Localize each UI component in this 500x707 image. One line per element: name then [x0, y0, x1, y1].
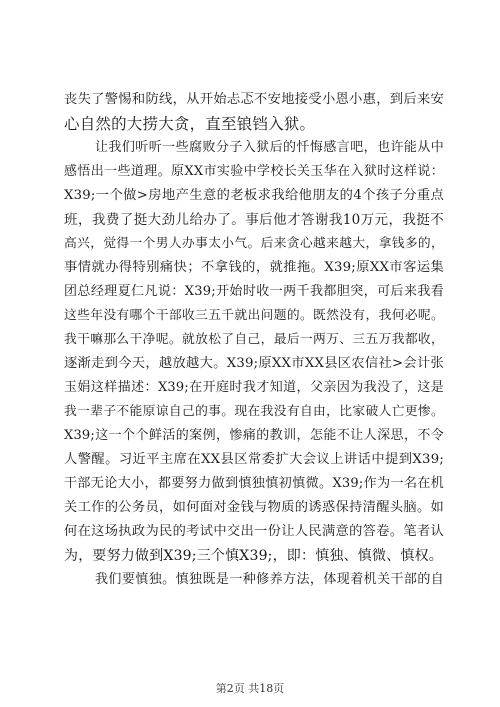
text-line: 丧失了警惕和防线，从开始忐忑不安地接受小恩小惠，到后来安	[64, 92, 444, 107]
text-line: 关工作的公务员，如何面对金钱与物质的诱惑保持清醒头脑。如	[64, 500, 444, 515]
text-line: 何在这场执政为民的考试中交出一份让人民满意的答卷。笔者认	[64, 524, 444, 539]
text-line: X39;一个做>房地产生意的老板求我给他朋友的4个孩子分重点	[64, 188, 444, 203]
text-line: 逐渐走到今天，越放越大。X39;原XX市XX县区农信社>会计张	[64, 356, 444, 371]
page-footer: 第2页 共18页	[215, 682, 285, 695]
text-line: 我们要慎独。慎独既是一种修养方法，体现着机关干部的自	[95, 572, 444, 587]
text-line: 我一辈子不能原谅自己的事。现在我没有自由，比家破人亡更惨。	[64, 404, 444, 419]
text-line: 让我们听听一些腐败分子入狱后的忏悔感言吧，也许能从中	[95, 140, 444, 155]
text-line: 这些年没有哪个干部收三五千就出问题的。既然没有，我何必呢。	[64, 308, 444, 323]
text-line: 干部无论大小，都要努力做到慎独慎初慎微。X39;作为一名在机	[64, 476, 444, 491]
text-line: X39;这一个个鲜活的案例，惨痛的教训，怎能不让人深思，不令	[64, 428, 444, 443]
text-line: 为，要努力做到X39;三个慎X39;，即：慎独、慎微、慎权。	[64, 548, 443, 564]
document-body	[64, 88, 444, 592]
text-line: 团总经理夏仁凡说：X39;开始时收一两千我都胆突，可后来我看	[64, 284, 444, 299]
text-line: 班，我费了挺大劲儿给办了。事后他才答谢我10万元，我挺不	[64, 212, 444, 228]
text-line: 高兴，觉得一个男人办事太小气。后来贪心越来越大，拿钱多的，	[64, 236, 444, 251]
text-line: 感悟出一些道理。原XX市实验中学校长关玉华在入狱时这样说：	[64, 164, 444, 179]
text-line: 玉娟这样描述：X39;在开庭时我才知道，父亲因为我没了，这是	[64, 380, 444, 395]
text-line: 我干嘛那么干净呢。就放松了自己，最后一两万、三五万我都收，	[64, 332, 444, 347]
text-line: 心自然的大捞大贪，直至锒铛入狱。	[64, 115, 316, 133]
text-line: 事情就办得特别痛快；不拿钱的，就推拖。X39;原XX市客运集	[64, 260, 444, 275]
text-line: 人警醒。习近平主席在XX县区常委扩大会议上讲话中提到X39;	[64, 452, 444, 467]
